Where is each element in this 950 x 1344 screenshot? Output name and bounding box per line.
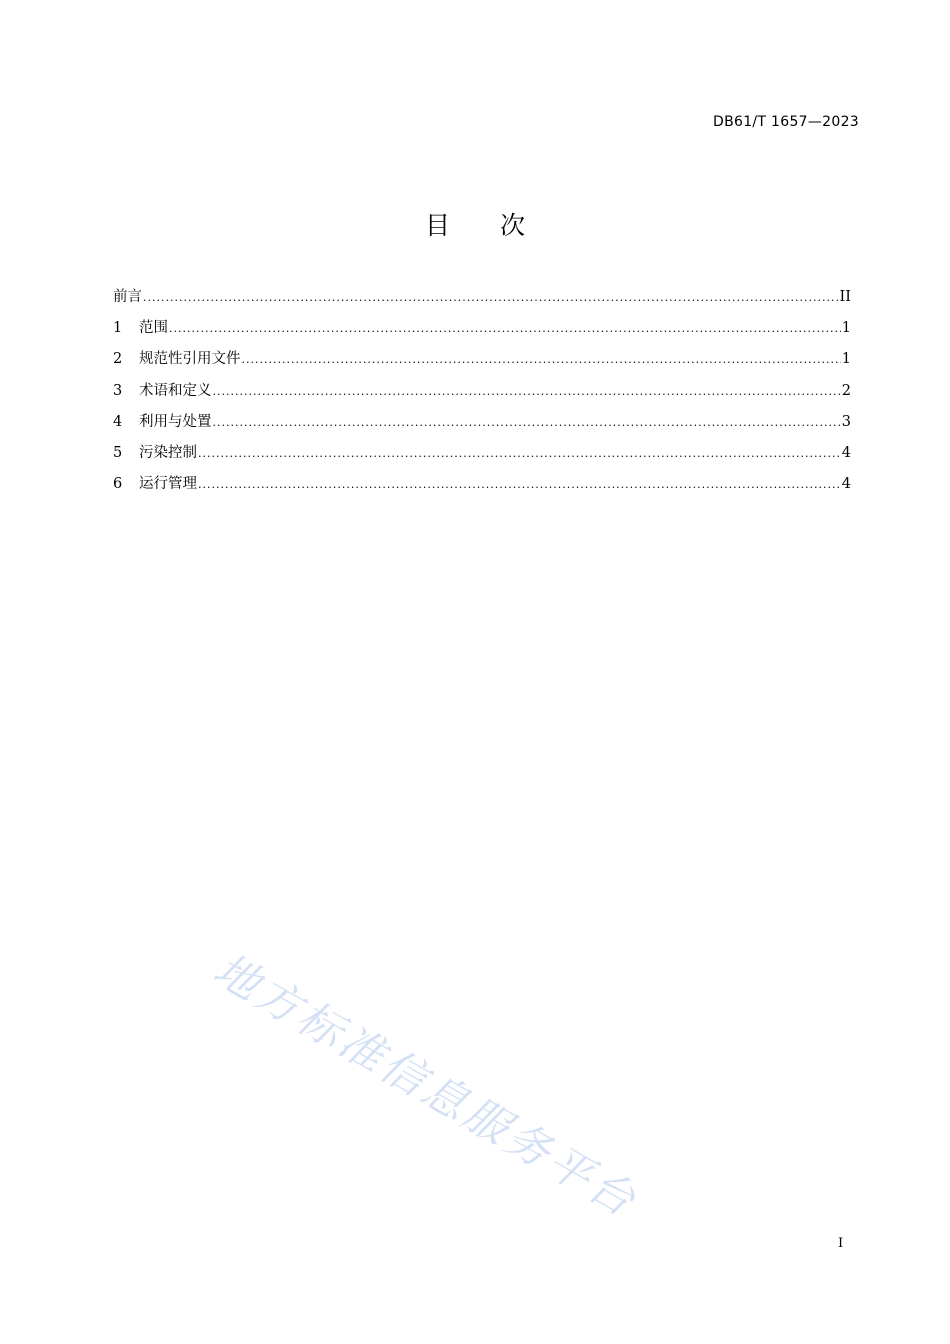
toc-leader-dots xyxy=(198,474,841,496)
toc-leader-dots xyxy=(213,381,841,403)
toc-entry-pollution-control[interactable] xyxy=(113,442,851,473)
standard-code-header: DB61/T 1657—2023 xyxy=(713,114,859,130)
toc-entry-number: 4 xyxy=(113,413,123,430)
toc-entry-scope[interactable] xyxy=(113,317,851,348)
toc-title-char-2: 次 xyxy=(500,211,526,240)
toc-entry-normative-references[interactable] xyxy=(113,348,851,379)
toc-entry-text: 运行管理 xyxy=(139,476,197,493)
toc-entry-terms-definitions[interactable] xyxy=(113,380,851,411)
toc-entry-page: 1 xyxy=(841,351,851,368)
toc-entry-page: 4 xyxy=(841,476,851,493)
toc-entry-text: 术语和定义 xyxy=(139,382,212,399)
toc-entry-number: 6 xyxy=(113,476,123,493)
toc-entry-foreword[interactable] xyxy=(113,286,851,317)
toc-entry-number: 5 xyxy=(113,444,123,461)
page-number: I xyxy=(838,1236,844,1251)
toc-entry-page: 1 xyxy=(841,320,851,337)
toc-leader-dots xyxy=(143,287,839,309)
toc-entry-utilization-disposal[interactable] xyxy=(113,411,851,442)
toc-title xyxy=(0,206,950,242)
toc-entry-number: 2 xyxy=(113,351,123,368)
toc-entry-text: 污染控制 xyxy=(139,444,197,461)
toc-leader-dots xyxy=(242,349,841,371)
toc-title-char-1: 目 xyxy=(424,211,450,240)
toc-entry-page: II xyxy=(839,289,851,305)
watermark: 地方标准信息服务平台 xyxy=(205,943,647,1228)
toc-entry-text: 前言 xyxy=(113,289,142,305)
toc-leader-dots xyxy=(169,318,841,340)
toc-entry-operation-management[interactable] xyxy=(113,473,851,504)
toc-entry-text: 规范性引用文件 xyxy=(139,351,241,368)
toc-entry-text: 利用与处置 xyxy=(139,413,212,430)
toc-entry-page: 2 xyxy=(841,382,851,399)
toc-entry-text: 范围 xyxy=(139,320,168,337)
toc-entry-page: 4 xyxy=(841,444,851,461)
toc-list xyxy=(113,286,851,504)
toc-entry-number: 3 xyxy=(113,382,123,399)
toc-entry-page: 3 xyxy=(841,413,851,430)
toc-entry-number: 1 xyxy=(113,320,123,337)
toc-leader-dots xyxy=(213,412,841,434)
toc-leader-dots xyxy=(198,443,841,465)
